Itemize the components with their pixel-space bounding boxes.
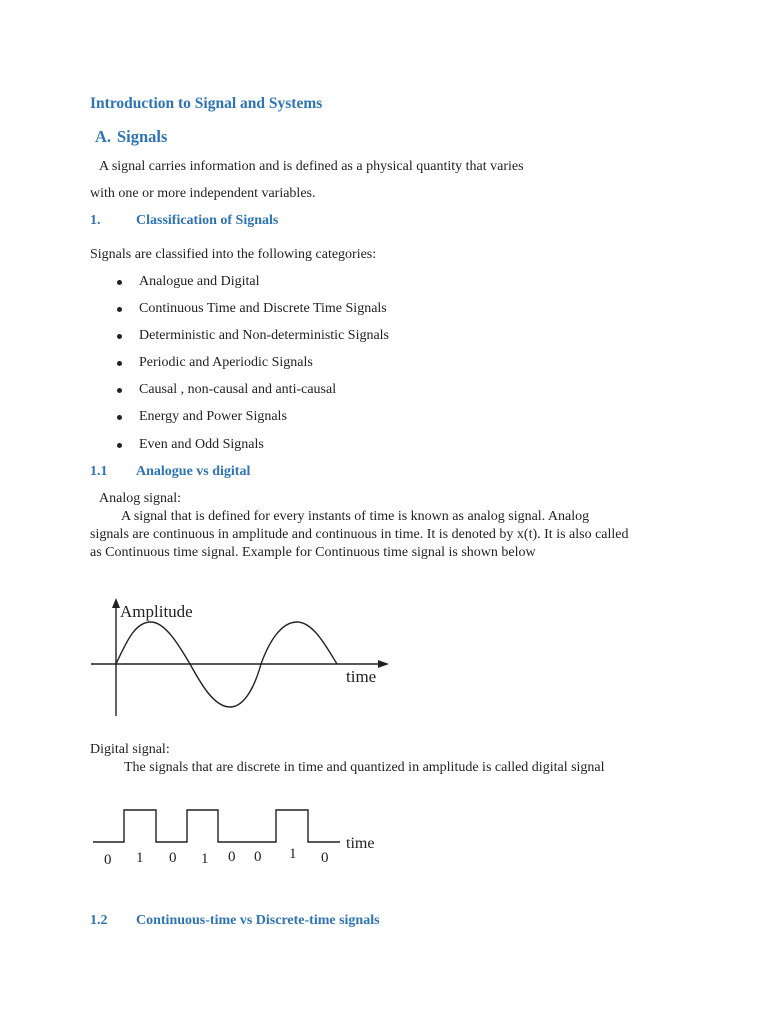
- bit-label: 0: [169, 850, 177, 866]
- time-axis-label: time: [346, 667, 377, 686]
- analog-description-line-3: as Continuous time signal. Example for Continuous time signal is shown below: [90, 545, 536, 560]
- categories-intro: Signals are classified into the following categories:: [90, 247, 377, 262]
- digital-description-line-1: The signals that are discrete in time and quantized in amplitude is called digital signal: [124, 760, 605, 775]
- section-a-number: A.: [95, 127, 112, 146]
- list-item-label: Deterministic and Non-deterministic Signals: [139, 328, 390, 343]
- bullet-icon: [117, 307, 122, 312]
- bit-label: 0: [228, 849, 236, 865]
- bit-label: 1: [201, 851, 209, 867]
- list-item-label: Continuous Time and Discrete Time Signals: [139, 301, 387, 316]
- analog-description-line-1: A signal that is defined for every instants of time is known as analog signal. Analog: [121, 509, 590, 524]
- x-axis-arrow-icon: [378, 660, 389, 668]
- bit-label: 1: [136, 850, 144, 866]
- square-wave: [93, 810, 340, 842]
- subsection-1-1-heading: Analogue vs digital: [136, 464, 251, 479]
- analog-signal-figure: [86, 594, 396, 719]
- amplitude-axis-label: Amplitude: [120, 602, 193, 621]
- digital-time-label: time: [346, 835, 375, 852]
- bit-label: 0: [321, 850, 329, 866]
- bullet-icon: [117, 334, 122, 339]
- section-a-title: Signals: [117, 127, 168, 146]
- bit-label: 0: [254, 849, 262, 865]
- subsection-1-2-heading: Continuous-time vs Discrete-time signals: [136, 913, 380, 928]
- bullet-icon: [117, 443, 122, 448]
- analog-signal-heading: Analog signal:: [99, 491, 182, 506]
- signal-definition-line-1: A signal carries information and is defined as a physical quantity that varies: [99, 159, 524, 174]
- digital-signal-heading: Digital signal:: [90, 742, 170, 757]
- classification-number: 1.: [90, 213, 101, 228]
- classification-heading: Classification of Signals: [136, 213, 279, 228]
- list-item-label: Even and Odd Signals: [139, 437, 264, 452]
- bullet-icon: [117, 415, 122, 420]
- bullet-icon: [117, 280, 122, 285]
- y-axis-arrow-icon: [112, 598, 120, 608]
- signal-definition-line-2: with one or more independent variables.: [90, 186, 316, 201]
- list-item-label: Causal , non-causal and anti-causal: [139, 382, 337, 397]
- bit-label: 0: [104, 852, 112, 868]
- analog-description-line-2: signals are continuous in amplitude and continuous in time. It is denoted by x(t). It is also called: [90, 527, 629, 542]
- subsection-1-1-number: 1.1: [90, 464, 108, 479]
- bit-label: 1: [289, 846, 297, 862]
- list-item-label: Periodic and Aperiodic Signals: [139, 355, 313, 370]
- digital-signal-figure: [90, 800, 390, 872]
- list-item-label: Analogue and Digital: [139, 274, 260, 289]
- subsection-1-2-number: 1.2: [90, 913, 108, 928]
- bullet-icon: [117, 388, 122, 393]
- bullet-icon: [117, 361, 122, 366]
- document-title: Introduction to Signal and Systems: [90, 95, 323, 112]
- list-item-label: Energy and Power Signals: [139, 409, 287, 424]
